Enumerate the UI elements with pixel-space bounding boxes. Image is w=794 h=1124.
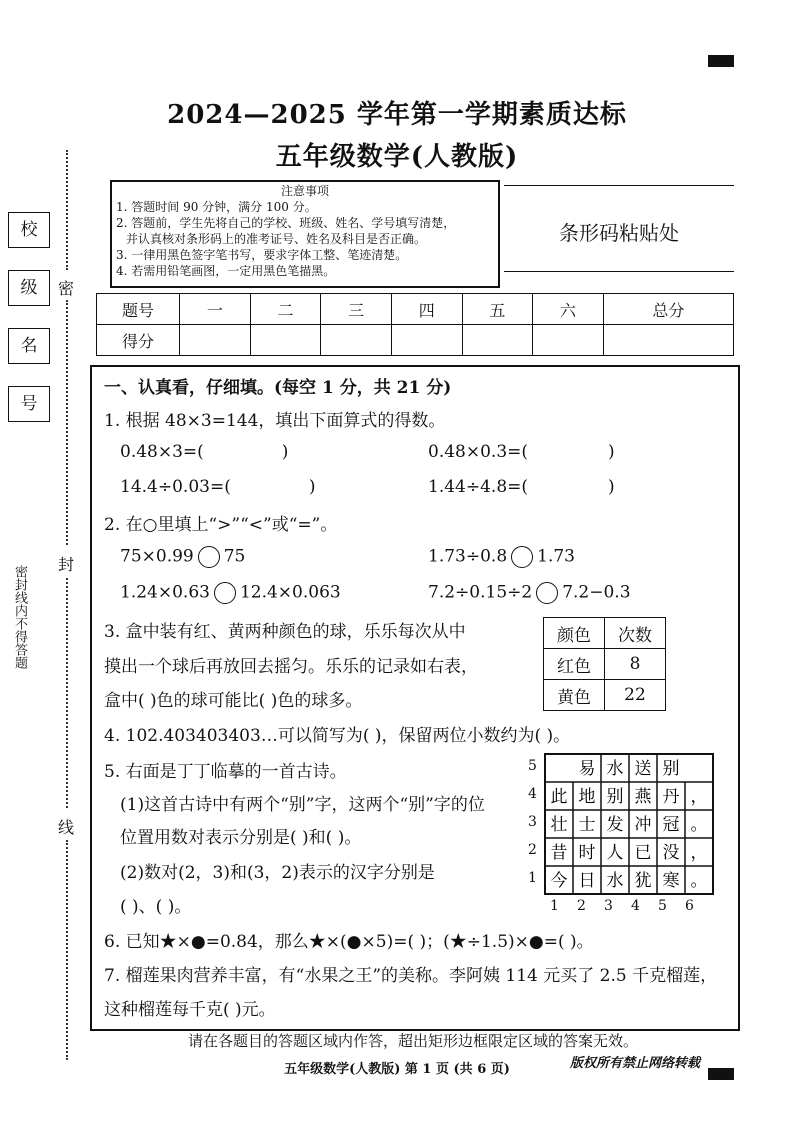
y-axis-label: 4 <box>528 786 537 802</box>
question-3-line: 摸出一个球后再放回去摇匀。乐乐的记录如右表， <box>104 657 478 677</box>
score-cell: 二 <box>250 294 321 325</box>
copyright-note: 版权所有禁止网络转载 <box>570 1056 701 1071</box>
side-box-school: 校 <box>8 212 50 248</box>
q1a-close: ) <box>281 442 289 462</box>
poem-char: 丹 <box>662 787 680 807</box>
x-axis-label: 5 <box>658 898 667 914</box>
question-2-stem: 2. 在○里填上“>”“<”或“=”。 <box>104 515 338 535</box>
score-input[interactable] <box>250 325 321 356</box>
poem-grid <box>543 752 733 922</box>
q1b-text: 0.48×0.3=( <box>428 442 529 462</box>
q1b-close: ) <box>608 442 615 462</box>
page-subtitle: 五年级数学(人教版) <box>275 142 519 172</box>
side-box-number: 号 <box>8 386 50 422</box>
poem-char: 人 <box>606 843 624 863</box>
score-cell: 五 <box>462 294 533 325</box>
score-cell: 总分 <box>603 294 733 325</box>
barcode-label: 条形码粘贴处 <box>559 221 679 245</box>
question-1-stem: 1. 根据 48×3=144，填出下面算式的得数。 <box>104 411 446 431</box>
poem-char: 。 <box>690 871 708 891</box>
seal-char: 封 <box>58 555 75 574</box>
poem-char: 送 <box>634 759 652 779</box>
score-header-row <box>97 294 734 325</box>
question-5-part: (1)这首古诗中有两个“别”字，这两个“别”字的位 <box>120 795 485 815</box>
question-5-stem: 5. 右面是丁丁临摹的一首古诗。 <box>104 762 347 782</box>
seal-dotted-line <box>66 150 68 270</box>
score-input[interactable] <box>533 325 604 356</box>
q1a-text: 0.48×3=( <box>120 442 204 462</box>
question-7-line: 7. 榴莲果肉营养丰富，有“水果之王”的美称。李阿姨 114 元买了 2.5 千克榴莲， <box>104 966 718 986</box>
seal-char: 线 <box>58 818 75 837</box>
table-cell: 红色 <box>544 649 605 680</box>
score-cell: 题号 <box>97 294 180 325</box>
poem-char: 已 <box>634 843 652 863</box>
notice-item: 2. 答题前，学生先将自己的学校、班级、姓名、学号填写清楚， <box>116 216 456 230</box>
notice-heading: 注意事项 <box>280 184 329 198</box>
q1c-close: ) <box>308 477 316 497</box>
poem-char: 犹 <box>634 871 652 891</box>
q2b-right: 1.73 <box>537 546 575 567</box>
q2-compare <box>120 582 341 604</box>
poem-char: 冠 <box>662 815 680 835</box>
poem-char: 日 <box>578 871 596 891</box>
table-header: 次数 <box>605 618 666 649</box>
poem-char: 此 <box>550 787 568 807</box>
poem-y-axis <box>528 752 542 892</box>
score-cell: 三 <box>321 294 392 325</box>
seal-warning: 密封线内不得答题 <box>12 565 27 669</box>
seal-char: 密 <box>58 279 75 298</box>
poem-char: 。 <box>690 815 708 835</box>
compare-circle[interactable] <box>214 582 236 604</box>
q1d-text: 1.44÷4.8=( <box>428 477 529 497</box>
score-input[interactable] <box>180 325 251 356</box>
notice-item: 并认真核对条形码上的准考证号、姓名及科目是否正确。 <box>126 232 427 246</box>
q1c-text: 14.4÷0.03=( <box>120 477 231 497</box>
x-axis-label: 1 <box>550 898 559 914</box>
score-cell: 四 <box>391 294 462 325</box>
registration-mark-top <box>708 55 734 67</box>
poem-char: 时 <box>578 843 596 863</box>
x-axis-label: 6 <box>685 898 694 914</box>
poem-char: 易 <box>578 759 596 779</box>
score-label: 得分 <box>97 325 180 356</box>
q1-expr <box>120 477 315 497</box>
barcode-bottom-line <box>504 271 734 272</box>
table-header: 颜色 <box>544 618 605 649</box>
question-3-line: 盒中( )色的球可能比( )色的球多。 <box>104 691 363 711</box>
poem-x-axis <box>550 898 712 914</box>
poem-grid-svg <box>543 752 733 918</box>
poem-char: 别 <box>662 759 680 779</box>
q2-compare <box>428 546 575 568</box>
page-number: 五年级数学(人教版) 第 1 页 (共 6 页) <box>284 1062 510 1077</box>
question-5-part: (2)数对(2，3)和(3，2)表示的汉字分别是 <box>120 863 435 883</box>
section-heading: 一、认真看，仔细填。(每空 1 分，共 21 分) <box>104 378 452 398</box>
x-axis-label: 3 <box>604 898 613 914</box>
poem-char: 发 <box>606 815 624 835</box>
poem-char: 燕 <box>634 787 652 807</box>
y-axis-label: 1 <box>528 870 537 886</box>
poem-char: 水 <box>606 759 624 779</box>
y-axis-label: 3 <box>528 814 537 830</box>
q1-expr <box>428 477 615 497</box>
seal-dotted-line <box>66 840 68 1060</box>
q2d-left: 7.2÷0.15÷2 <box>428 582 533 603</box>
question-6: 6. 已知★×●=0.84，那么★×(●×5)=( )；(★÷1.5)×●=( )。 <box>104 932 594 952</box>
table-cell: 黄色 <box>544 680 605 711</box>
poem-char: ， <box>690 787 708 807</box>
score-cell: 六 <box>533 294 604 325</box>
x-axis-label: 4 <box>631 898 640 914</box>
compare-circle[interactable] <box>536 582 558 604</box>
score-value-row <box>97 325 734 356</box>
question-5-part: 位置用数对表示分别是( )和( )。 <box>120 828 362 848</box>
poem-char: 士 <box>578 815 596 835</box>
seal-dotted-line <box>66 300 68 545</box>
q1d-close: ) <box>608 477 615 497</box>
q2d-right: 7.2−0.3 <box>562 582 631 603</box>
poem-char: ， <box>690 843 708 863</box>
table-row <box>544 680 666 711</box>
poem-char: 冲 <box>634 815 652 835</box>
question-5-part: ( )、( )。 <box>120 897 192 917</box>
poem-char: 昔 <box>550 843 568 863</box>
poem-char: 没 <box>662 843 680 863</box>
notice-item: 3. 一律用黑色签字笔书写，要求字体工整、笔迹清楚。 <box>116 248 408 262</box>
q2-compare <box>428 582 631 604</box>
y-axis-label: 2 <box>528 842 537 858</box>
table-row <box>544 618 666 649</box>
score-input[interactable] <box>462 325 533 356</box>
poem-char: 今 <box>550 871 568 891</box>
notice-box <box>110 180 500 288</box>
q2c-right: 12.4×0.063 <box>239 582 341 603</box>
barcode-area <box>504 185 734 273</box>
score-input[interactable] <box>321 325 392 356</box>
grid-lines <box>545 754 713 894</box>
score-input[interactable] <box>391 325 462 356</box>
q1-expr <box>120 442 288 462</box>
poem-char: 寒 <box>662 871 680 891</box>
page-title: 2024—2025 学年第一学期素质达标 <box>167 100 627 130</box>
seal-dotted-line <box>66 578 68 808</box>
barcode-top-line <box>504 185 734 186</box>
compare-circle[interactable] <box>511 546 533 568</box>
poem-char: 地 <box>578 787 596 807</box>
score-cell: 一 <box>180 294 251 325</box>
q2-compare <box>120 546 245 568</box>
poem-char: 壮 <box>550 815 568 835</box>
question-4: 4. 102.403403403…可以简写为( )，保留两位小数约为( )。 <box>104 726 571 746</box>
side-box-class: 级 <box>8 270 50 306</box>
answer-area-note: 请在各题目的答题区域内作答，超出矩形边框限定区域的答案无效。 <box>187 1032 638 1050</box>
table-cell: 22 <box>605 680 666 711</box>
question-3-line: 3. 盒中装有红、黄两种颜色的球，乐乐每次从中 <box>104 622 466 642</box>
notice-item: 1. 答题时间 90 分钟，满分 100 分。 <box>116 200 317 214</box>
table-cell: 8 <box>605 649 666 680</box>
frequency-table <box>543 617 666 711</box>
score-input[interactable] <box>603 325 733 356</box>
notice-item: 4. 若需用铅笔画图，一定用黑色笔描黑。 <box>116 264 336 278</box>
q1-expr <box>428 442 615 462</box>
q2a-left: 75×0.99 <box>120 546 194 567</box>
q2c-left: 1.24×0.63 <box>120 582 210 603</box>
q2a-right: 75 <box>223 546 246 567</box>
poem-char: 别 <box>606 787 624 807</box>
question-7-line: 这种榴莲每千克( )元。 <box>104 1000 276 1020</box>
compare-circle[interactable] <box>198 546 220 568</box>
y-axis-label: 5 <box>528 758 537 774</box>
score-table <box>96 293 734 356</box>
x-axis-label: 2 <box>577 898 586 914</box>
side-box-name: 名 <box>8 328 50 364</box>
poem-char: 水 <box>606 871 624 891</box>
q2b-left: 1.73÷0.8 <box>428 546 508 567</box>
table-row <box>544 649 666 680</box>
